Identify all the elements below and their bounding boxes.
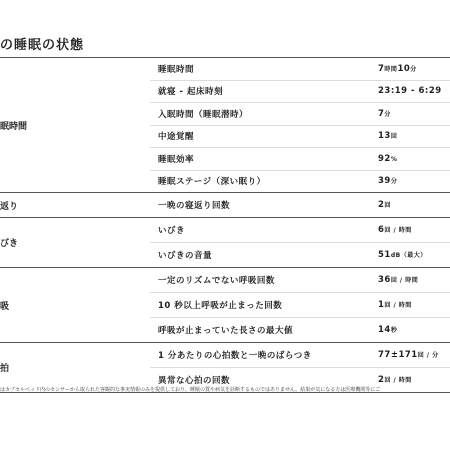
value-number: 23:19 - 6:29 [378, 86, 442, 97]
group-label: 返り [0, 201, 19, 212]
row-label: 睡眠ステージ（深い眠り） [158, 177, 266, 188]
table-group [0, 57, 450, 192]
table-row [150, 218, 450, 242]
table-row [150, 343, 450, 367]
group-label: 眠時間 [0, 121, 28, 132]
row-label: 就寝 - 起床時刻 [158, 87, 223, 98]
row-value [378, 200, 450, 210]
table-row [150, 317, 450, 342]
value-unit: 回 / 時間 [390, 277, 419, 284]
table-row [150, 242, 450, 267]
value-number: 77±171 [378, 350, 418, 360]
sleep-status-table [0, 57, 450, 393]
value-unit: 回 / 時間 [384, 227, 412, 234]
value-number: 14 [378, 325, 391, 335]
group-rows [150, 343, 450, 392]
row-label: 10 秒以上呼吸が止まった回数 [158, 301, 283, 311]
table-row [150, 80, 450, 103]
row-label: 一定のリズムでない呼吸回数 [158, 276, 275, 286]
value-unit: 分 [384, 110, 391, 118]
value-unit: 回 / 時間 [384, 377, 412, 384]
row-value [378, 154, 450, 164]
table-row [150, 193, 450, 217]
value-unit: 回 / 時間 [384, 302, 412, 309]
value-number: 92 [378, 153, 391, 164]
group-rows [150, 193, 450, 217]
group-rows [150, 218, 450, 267]
value-unit: dB（最大） [390, 252, 427, 259]
value-unit: 回 [390, 133, 398, 141]
table-row [150, 170, 450, 193]
value-number: 6 [378, 225, 385, 235]
value-number: 51 [378, 250, 391, 260]
row-label: 1 分あたりの心拍数と一晩のばらつき [158, 351, 312, 361]
row-value [378, 375, 450, 385]
table-row [150, 102, 450, 125]
row-label: いびき [158, 226, 186, 236]
row-value [378, 109, 450, 119]
group-rows [150, 58, 450, 192]
row-value [378, 225, 450, 235]
row-value [378, 300, 450, 310]
value-unit: 分 [410, 65, 417, 73]
row-label: 呼吸が止まっていた長さの最大値 [158, 326, 294, 336]
row-label: 一晩の寝返り回数 [158, 201, 231, 211]
value-number: 2 [378, 200, 385, 210]
row-value [378, 131, 450, 141]
group-label: びき [0, 239, 19, 249]
group-label: 拍 [0, 364, 10, 374]
value-number: 36 [378, 275, 391, 285]
row-label: 睡眠時間 [158, 64, 195, 75]
value-unit: 分 [390, 178, 398, 186]
table-row [150, 147, 450, 170]
table-row [150, 292, 450, 317]
value-unit: 回 [384, 202, 391, 209]
table-row [150, 125, 450, 148]
row-value [378, 275, 450, 285]
row-label: 入眠時間（睡眠潜時） [158, 109, 249, 120]
table-group [0, 267, 450, 342]
value-number: 7 [378, 63, 385, 74]
row-label: 異常な心拍の回数 [158, 376, 231, 386]
value-unit: 時間 [384, 65, 398, 73]
value-number: 13 [378, 131, 391, 142]
value-unit: 回 / 分 [417, 352, 439, 359]
table-group [0, 192, 450, 217]
row-value [378, 64, 450, 74]
row-value [378, 250, 450, 260]
value-unit: % [390, 155, 398, 163]
row-value [378, 350, 450, 360]
row-label: 睡眠効率 [158, 154, 195, 165]
value-number: 39 [378, 176, 391, 187]
table-row [150, 58, 450, 80]
row-value [378, 86, 450, 96]
table-row [150, 268, 450, 292]
group-rows [150, 268, 450, 342]
value-number: 7 [378, 108, 385, 119]
value-number: 2 [378, 375, 385, 385]
group-label: 吸 [0, 301, 10, 312]
row-value [378, 176, 450, 186]
value-number: 1 [378, 300, 385, 310]
row-label: 中途覚醒 [158, 132, 195, 143]
page-title: の睡眠の状態 [0, 38, 85, 53]
row-label: いびきの音量 [158, 251, 213, 261]
value-unit: 秒 [390, 327, 398, 334]
table-group [0, 217, 450, 267]
disclaimer-note: はカプセルベッド内のセンサーから取られた客観的な事実情報のみを提供しており、睡眠の質や病気を診断するものではありません。結果が気になる方は医療機関等にご [0, 387, 381, 393]
row-value [378, 325, 450, 335]
value-number: 10 [397, 63, 411, 74]
